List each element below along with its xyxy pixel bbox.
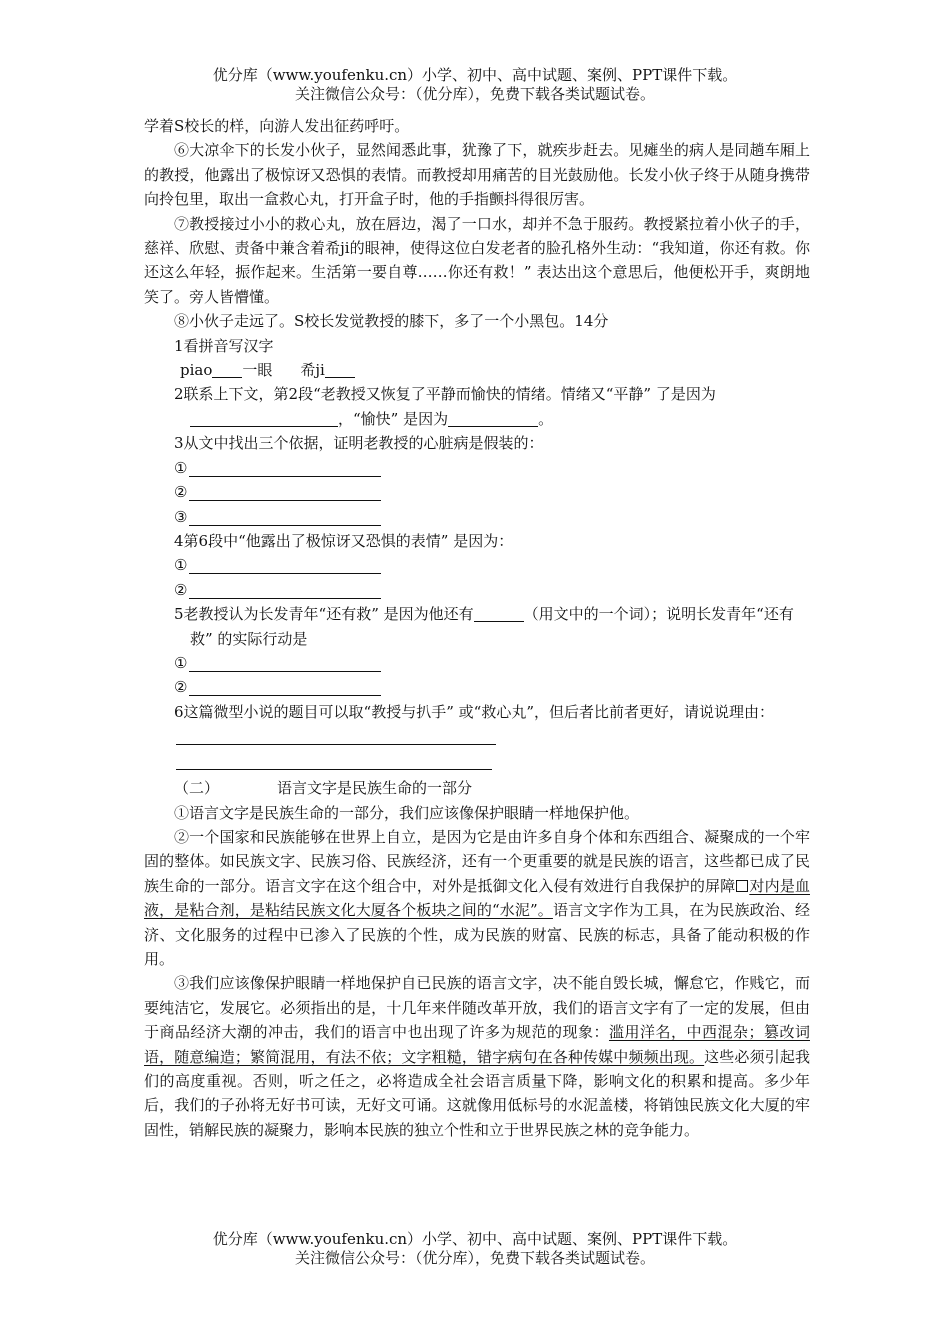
page-header [0, 66, 950, 104]
answer-line-q3-3 [144, 505, 810, 529]
question-6: 6这篇微型小说的题目可以取“教授与扒手” 或“救心丸”，但后者比前者更好，请说说理由： [174, 702, 774, 721]
essay-underlined-sentence-1: 对内是血液，是粘合剂，是粘结民族文化大厦各个板块之间的“水泥”。 [144, 876, 810, 920]
question-2-mid: ，“愉快” 是因为 [338, 409, 449, 428]
essay-paragraph-2 [144, 825, 810, 971]
answer-line-q3-1 [144, 456, 810, 480]
answer-line[interactable] [189, 678, 381, 696]
empty-box-glyph [736, 880, 748, 892]
question-1: 1看拼音写汉字 [174, 336, 274, 355]
answer-blank-q2-calm[interactable] [190, 410, 338, 427]
essay-underlined-sentence-2: 滥用洋名，中西混杂；篡改词语，随意编造；繁简混用，有法不依；文字粗糙，错字病句在各种传媒中频频出现。 [144, 1023, 810, 1066]
question-2-head: 2联系上下文，第2段“老教授又恢复了平静而愉快的情绪。情绪又“平静” 了是因为 [174, 385, 716, 404]
marker: ① [174, 556, 188, 575]
answer-line-q5-1 [144, 651, 810, 675]
answer-blank-q5[interactable] [474, 605, 524, 622]
essay-paragraph-3-b: 这些必须引起我们的高度重视。否则，听之任之，必将造成全社会语言质量下降，影响文化的积累和提高。多少年后，我们的子孙将无好书可读，无好文可诵。这就像用低标号的水泥盖楼，将销蚀民族文化大厦的牢固性，销解民族的凝聚力，影响本民族的独立个性和立于世界民族之林的竞争能力。 [144, 1047, 810, 1139]
answer-line[interactable] [189, 581, 381, 599]
question-5-head: 5老教授认为长发青年“还有救” 是因为他还有 [174, 605, 474, 624]
answer-line[interactable] [189, 483, 381, 501]
marker: ③ [174, 507, 188, 526]
question-3: 3从文中找出三个依据，证明老教授的心脏病是假装的： [174, 434, 544, 453]
answer-line-q5-2 [144, 675, 810, 699]
answer-line-q6-2[interactable] [176, 769, 492, 770]
essay-paragraph-3-a: ③我们应该像保护眼睛一样地保护自已民族的语言文字，决不能自毁长城，懈怠它，作贱它，而要纯洁它，发展它。必须指出的是，十几年来伴随改革开放，我们的语言文字有了一定的发展，但由于商品经济大潮的冲击，我们的语言中也出现了许多为规范的现象： [144, 974, 810, 1042]
footer-line-2: 关注微信公众号：（优分库），免费下载各类试题试卷。 [294, 1249, 655, 1267]
essay-paragraph-1: ①语言文字是民族生命的一部分，我们应该像保护眼睛一样地保护他。 [174, 803, 640, 822]
question-4: 4第6段中“他露出了极惊讶又恐惧的表情” 是因为： [174, 531, 514, 550]
header-line-1: 优分库（www.youfenku.cn）小学、初中、高中试题、案例、PPT课件下载。 [212, 66, 738, 84]
document-body [144, 114, 810, 1142]
answer-line-q3-2 [144, 480, 810, 504]
essay-paragraph-2-b: 语言文字作为工具，在为民族政治、经济、文化服务的过程中已渗入了民族的个性，成为民族的财富、民族的标志，具备了能动积极的作用。 [144, 901, 810, 968]
marker: ② [174, 678, 188, 697]
essay-paragraph-3 [144, 971, 810, 1142]
header-line-2: 关注微信公众号：（优分库），免费下载各类试题试卷。 [294, 85, 655, 103]
question-1-items [144, 358, 810, 382]
answer-line-q4-1 [144, 553, 810, 577]
pinyin-piao-tail: 一眼 [242, 361, 273, 380]
footer-line-1: 优分库（www.youfenku.cn）小学、初中、高中试题、案例、PPT课件下载。 [212, 1230, 738, 1248]
essay-title: 语言文字是民族生命的一部分 [277, 779, 473, 798]
answer-line[interactable] [189, 508, 381, 526]
marker: ② [174, 483, 188, 502]
answer-blank-q2-happy[interactable] [448, 410, 538, 427]
answer-blank-piao[interactable] [212, 361, 242, 378]
marker: ① [174, 653, 188, 672]
answer-line-q4-2 [144, 578, 810, 602]
answer-blank-ji[interactable] [325, 361, 355, 378]
essay-heading [144, 776, 810, 800]
story-paragraph-7: ⑦教授接过小小的救心丸，放在唇边，渴了一口水，却并不急于服药。教授紧拉着小伙子的手，慈祥、欣慰、责备中兼含着希ji的眼神，使得这位白发老者的脸孔格外生动：“我知道，你还有救。你还这么年轻，振作起来。生活第一要自尊……你还有救！” 表达出这个意思后，他便松开手，爽朗地笑了。旁人皆懵懂。 [144, 214, 810, 306]
answer-line[interactable] [189, 556, 381, 574]
question-5 [144, 602, 810, 651]
answer-line[interactable] [189, 459, 381, 477]
section-number: （二） [174, 779, 220, 798]
story-paragraph-6: ⑥大凉伞下的长发小伙子，显然闻悉此事，犹豫了下，就疾步赶去。见瘫坐的病人是同趟车厢上的教授，他露出了极惊讶又恐惧的表情。而教授却用痛苦的目光鼓励他。长发小伙子终于从随身携带向拎包里，取出一盒救心丸，打开盒子时，他的手指颤抖得很厉害。 [144, 141, 810, 209]
essay-paragraph-2-a: ②一个国家和民族能够在世界上自立，是因为它是由许多自身个体和东西组合、凝聚成的一个牢固的整体。如民族文字、民族习俗、民族经济，还有一个更重要的就是民族的语言，这些都已成了民族生命的一部分。语言文字在这个组合中，对外是抵御文化入侵有效进行自我保护的屏障 [144, 827, 810, 895]
marker: ① [174, 458, 188, 477]
pinyin-piao: piao [180, 361, 213, 380]
marker: ② [174, 580, 188, 599]
answer-line[interactable] [189, 654, 381, 672]
page-footer [0, 1230, 950, 1268]
pinyin-ji: 希ji [300, 361, 325, 380]
question-2 [144, 382, 810, 431]
question-5-tail: （用文中的一个词）；说明长发青年“还有救” 的实际行动是 [190, 605, 794, 648]
story-paragraph-8: ⑧小伙子走远了。S校长发觉教授的膝下，多了一个小黑包。14分 [174, 312, 609, 331]
question-2-end: 。 [538, 409, 554, 428]
story-paragraph-5-end: 学着S校长的样，向游人发出征药呼吁。 [144, 117, 410, 135]
